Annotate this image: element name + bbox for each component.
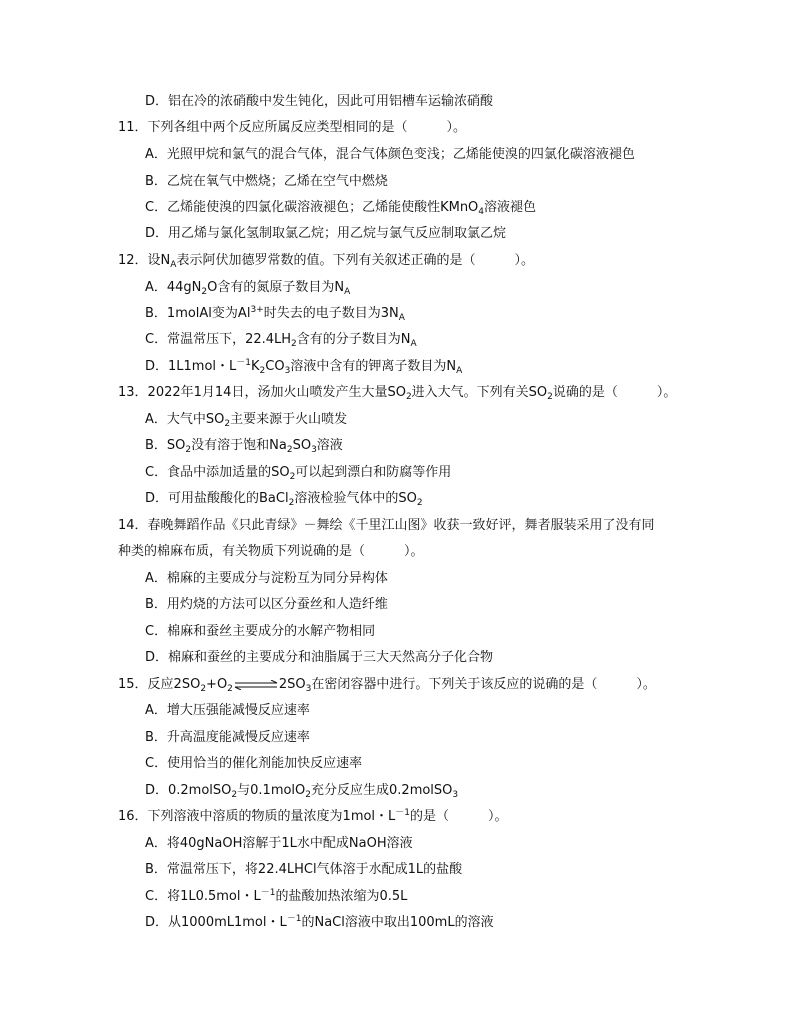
q16-option-d: D．从1000mL1mol・$L^{-1}$的NaCl溶液中取出100mL的溶液 bbox=[145, 914, 494, 930]
q12-option-a: A．$44gN_2O$含有的氮原子数目为$N_A$ bbox=[145, 280, 351, 297]
question-15: 15．反应$2SO_2+O_2$ $2SO_3$在密闭容器中进行。下列关于该反应的说确的是（ ）。 bbox=[118, 677, 656, 694]
q14-option-d: D．棉麻和蚕丝的主要成分和油脂属于三大天然高分子化合物 bbox=[145, 650, 494, 665]
q14-option-c: C．棉麻和蚕丝主要成分的水解产物相同 bbox=[145, 624, 376, 639]
q15-option-d: D．0.2molSO$_2$与0.1molO$_2$充分反应生成0.2molSO$_3$ bbox=[145, 783, 459, 800]
q13-option-b: B．$SO_2$没有溶于饱和$Na_2SO_3$溶液 bbox=[145, 438, 343, 455]
question-12: 12．设$N_A$表示阿伏加德罗常数的值。下列有关叙述正确的是（ ）。 bbox=[118, 253, 534, 270]
question-16: 16．下列溶液中溶质的物质的量浓度为1mol・$L^{-1}$的是（ ）。 bbox=[118, 808, 508, 824]
q13-option-d: D．可用盐酸酸化的BaCl$_2$溶液检验气体中的$SO_2$ bbox=[145, 491, 423, 508]
q11-option-d: D．用乙烯与氯化氢制取氯乙烷；用乙烷与氯气反应制取氯乙烷 bbox=[145, 226, 507, 241]
reversible-arrow-icon bbox=[233, 680, 279, 690]
q16-option-b: B．常温常压下，将22.4LHCl气体溶于水配成1L的盐酸 bbox=[145, 862, 463, 877]
q12-option-d: D．1L1mol・$L^{-1}K_2CO_3$溶液中含有的钾离子数目为$N_A$ bbox=[145, 358, 463, 376]
q12-option-c: C．常温常压下，$22.4LH_2$含有的分子数目为$N_A$ bbox=[145, 332, 417, 349]
q10-option-d: D．铝在冷的浓硝酸中发生钝化，因此可用铝槽车运输浓硝酸 bbox=[145, 94, 494, 109]
question-14: 14．春晚舞蹈作品《只此青绿》－舞绘《千里江山图》收获一致好评，舞者服装采用了没有同 bbox=[118, 518, 655, 533]
question-13: 13．2022年1月14日，汤加火山喷发产生大量$SO_2$进入大气。下列有关$SO_2$说确的是（ ）。 bbox=[118, 385, 677, 402]
q16-option-a: A．将40gNaOH溶解于1L水中配成NaOH溶液 bbox=[145, 836, 413, 851]
q12-option-b: B．1molAl变为$Al^{3+}$时失去的电子数目为$3N_A$ bbox=[145, 305, 405, 323]
question-11: 11．下列各组中两个反应所属反应类型相同的是（ ）。 bbox=[118, 120, 467, 135]
q16-option-c: C．将1L0.5mol・$L^{-1}$的盐酸加热浓缩为0.5L bbox=[145, 888, 408, 904]
q15-option-a: A．增大压强能减慢反应速率 bbox=[145, 703, 310, 718]
q14-option-a: A．棉麻的主要成分与淀粉互为同分异构体 bbox=[145, 571, 388, 586]
q13-option-c: C．食品中添加适量的$SO_2$可以起到漂白和防腐等作用 bbox=[145, 465, 452, 482]
q11-option-a: A．光照甲烷和氯气的混合气体，混合气体颜色变浅；乙烯能使溴的四氯化碳溶液褪色 bbox=[145, 147, 635, 162]
q11-option-c: C．乙烯能使溴的四氯化碳溶液褪色；乙烯能使酸性KMnO$_4$溶液褪色 bbox=[145, 200, 537, 217]
q13-option-a: A．大气中$SO_2$主要来源于火山喷发 bbox=[145, 412, 348, 429]
q15-option-b: B．升高温度能减慢反应速率 bbox=[145, 730, 310, 745]
question-14-continuation: 种类的棉麻布质，有关物质下列说确的是（ ）。 bbox=[118, 544, 424, 559]
q11-option-b: B．乙烷在氧气中燃烧；乙烯在空气中燃烧 bbox=[145, 174, 388, 189]
q15-option-c: C．使用恰当的催化剂能加快反应速率 bbox=[145, 756, 363, 771]
q14-option-b: B．用灼烧的方法可以区分蚕丝和人造纤维 bbox=[145, 597, 388, 612]
